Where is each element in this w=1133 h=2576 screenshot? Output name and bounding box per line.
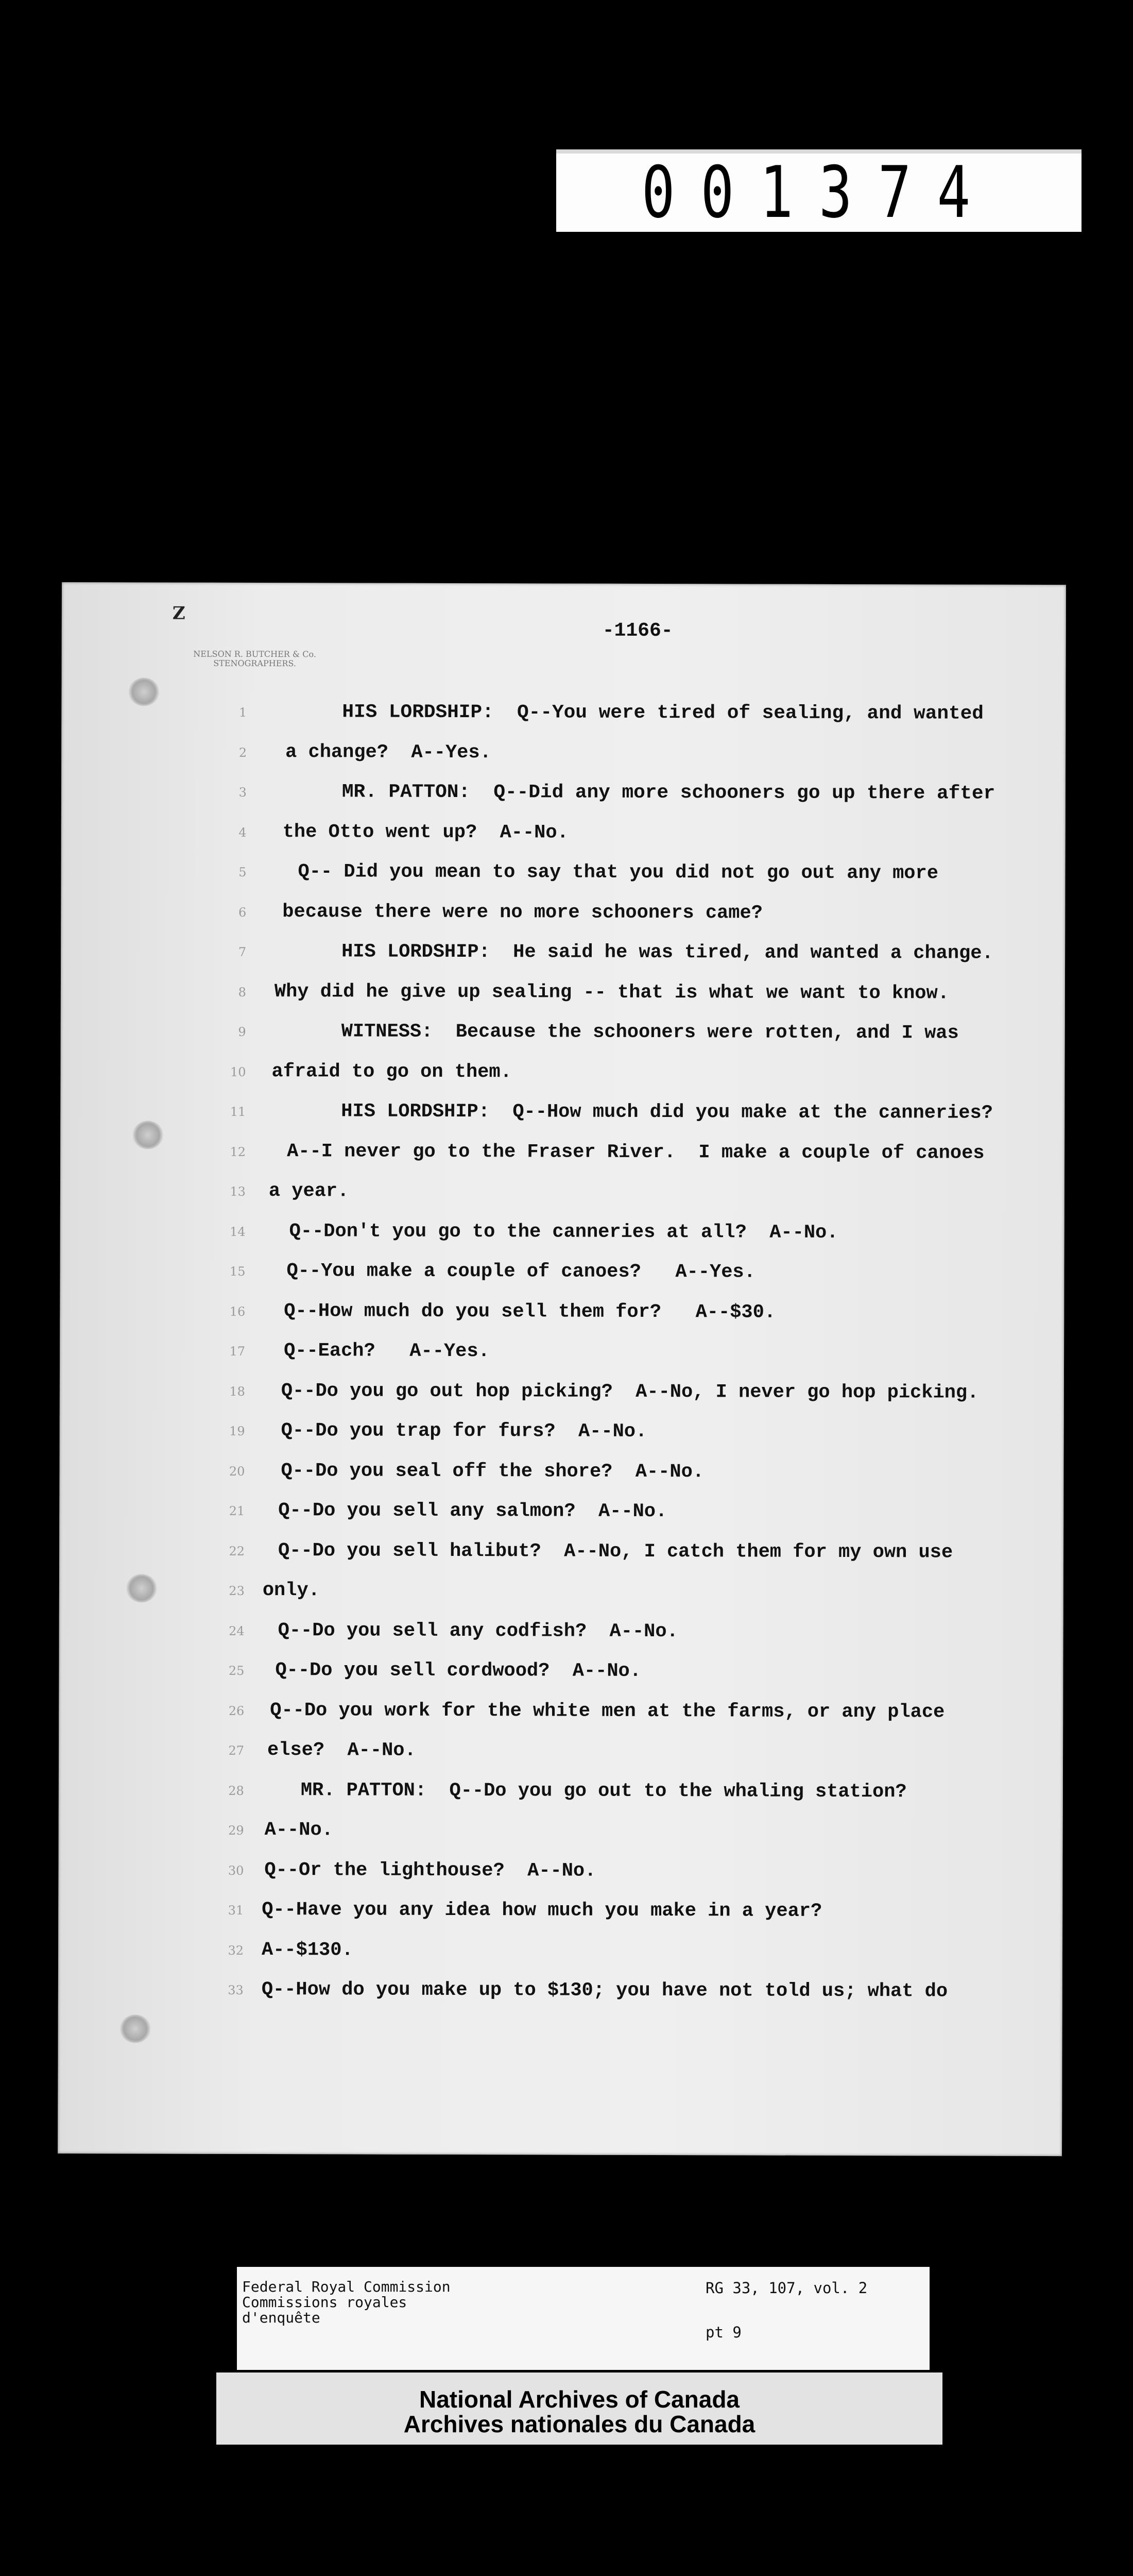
line-number: 13 bbox=[230, 1184, 246, 1199]
transcript-line: Why did he give up sealing -- that is what we want to know. bbox=[274, 980, 949, 1005]
frame-number: 001374 bbox=[641, 151, 997, 234]
line-number: 28 bbox=[228, 1783, 244, 1798]
transcript-line: Q-- Did you mean to say that you did not go out any more bbox=[298, 861, 938, 885]
line-number: 9 bbox=[238, 1024, 246, 1039]
transcript-line: HIS LORDSHIP: Q--You were tired of sealing, and wanted bbox=[342, 701, 984, 725]
collection-en: Federal Royal Commission bbox=[242, 2278, 451, 2295]
transcript-line: Q--Do you seal off the shore? A--No. bbox=[281, 1460, 705, 1483]
line-number: 20 bbox=[229, 1464, 245, 1479]
stenographers-title: STENOGRAPHERS. bbox=[213, 658, 296, 669]
line-number: 11 bbox=[230, 1104, 246, 1119]
line-number: 30 bbox=[228, 1863, 244, 1878]
line-number: 4 bbox=[238, 825, 247, 840]
line-number: 8 bbox=[238, 985, 246, 999]
transcript-line: a year. bbox=[268, 1180, 349, 1202]
transcript-line: Q--Do you sell cordwood? A--No. bbox=[275, 1659, 642, 1682]
part-number: pt 9 bbox=[706, 2324, 742, 2341]
page-number: -1166- bbox=[602, 619, 673, 642]
transcript-line: Q--Have you any idea how much you make in a year? bbox=[262, 1899, 822, 1922]
line-number: 25 bbox=[228, 1663, 245, 1678]
line-number: 16 bbox=[229, 1304, 246, 1319]
line-number: 31 bbox=[228, 1903, 244, 1918]
line-number: 10 bbox=[230, 1064, 246, 1079]
archives-name-en: National Archives of Canada bbox=[419, 2386, 740, 2413]
line-number: 2 bbox=[238, 745, 247, 760]
transcript-line: Q--Do you go out hop picking? A--No, I never go hop picking. bbox=[281, 1380, 979, 1404]
transcript-line: A--I never go to the Fraser River. I make a couple of canoes bbox=[287, 1140, 985, 1164]
line-number: 6 bbox=[238, 905, 247, 920]
archives-banner bbox=[216, 2372, 942, 2445]
line-number: 27 bbox=[228, 1743, 245, 1758]
transcript-line: Q--How do you make up to $130; you have not told us; what do bbox=[261, 1979, 948, 2003]
page-letter: Z bbox=[172, 603, 185, 624]
line-number: 26 bbox=[228, 1703, 245, 1718]
transcript-line: HIS LORDSHIP: Q--How much did you make at the canneries? bbox=[341, 1100, 993, 1124]
punch-hole bbox=[126, 1574, 157, 1602]
transcript-line: Q--How much do you sell them for? A--$30. bbox=[284, 1300, 776, 1324]
punch-hole bbox=[120, 2014, 151, 2043]
line-number: 17 bbox=[229, 1344, 246, 1359]
line-number: 1 bbox=[239, 705, 247, 720]
transcript-line: Q--Each? A--Yes. bbox=[284, 1340, 490, 1363]
transcript-line: HIS LORDSHIP: He said he was tired, and wanted a change. bbox=[341, 941, 993, 964]
document-page bbox=[58, 582, 1066, 2156]
stenographers-name: NELSON R. BUTCHER & Co. bbox=[193, 649, 316, 659]
punch-hole bbox=[132, 1121, 163, 1149]
transcript-line: Q--You make a couple of canoes? A--Yes. bbox=[286, 1260, 756, 1283]
transcript-line: Q--Do you trap for furs? A--No. bbox=[281, 1420, 647, 1443]
line-number: 33 bbox=[228, 1982, 244, 1997]
archive-label bbox=[237, 2267, 930, 2370]
archives-name-fr: Archives nationales du Canada bbox=[403, 2411, 756, 2437]
line-number: 24 bbox=[229, 1623, 245, 1638]
line-number: 14 bbox=[230, 1224, 246, 1239]
transcript-line: MR. PATTON: Q--Do you go out to the whaling station? bbox=[300, 1779, 907, 1803]
collection-fr-line2: d'enquête bbox=[242, 2309, 320, 2326]
transcript-line: Q--Do you sell any codfish? A--No. bbox=[278, 1619, 678, 1642]
transcript-line: because there were no more schooners came? bbox=[282, 901, 763, 924]
transcript-line: afraid to go on them. bbox=[271, 1060, 512, 1083]
punch-hole bbox=[128, 677, 159, 706]
stenographers-stamp bbox=[147, 649, 363, 668]
transcript-line: a change? A--Yes. bbox=[285, 741, 491, 764]
line-number: 15 bbox=[229, 1264, 246, 1279]
transcript-line: the Otto went up? A--No. bbox=[282, 821, 569, 844]
reference-block bbox=[706, 2279, 868, 2341]
line-number: 19 bbox=[229, 1423, 245, 1438]
line-number: 5 bbox=[238, 865, 247, 879]
line-number: 7 bbox=[238, 944, 247, 959]
collection-name bbox=[242, 2279, 451, 2326]
line-number: 22 bbox=[229, 1544, 245, 1558]
line-number: 18 bbox=[229, 1384, 245, 1399]
transcript-line: A--$130. bbox=[261, 1939, 353, 1961]
transcript-line: Q--Do you sell any salmon? A--No. bbox=[278, 1500, 667, 1523]
transcript-line: Q--Don't you go to the canneries at all? A--No. bbox=[289, 1220, 838, 1244]
line-number: 12 bbox=[230, 1144, 246, 1159]
line-number: 21 bbox=[229, 1503, 245, 1518]
frame-number-plate bbox=[556, 149, 1082, 232]
line-number: 32 bbox=[228, 1943, 244, 1958]
collection-fr-line1: Commissions royales bbox=[242, 2294, 407, 2311]
transcript-line: else? A--No. bbox=[267, 1739, 416, 1761]
line-number: 29 bbox=[228, 1823, 244, 1838]
transcript-line: A--No. bbox=[264, 1819, 333, 1841]
transcript-line: WITNESS: Because the schooners were rotten, and I was bbox=[341, 1021, 959, 1044]
transcript-line: MR. PATTON: Q--Did any more schooners go up there after bbox=[341, 781, 995, 805]
line-number: 23 bbox=[229, 1583, 245, 1598]
transcript-line: Q--Do you sell halibut? A--No, I catch them for my own use bbox=[278, 1539, 953, 1564]
reference-number: RG 33, 107, vol. 2 bbox=[706, 2279, 868, 2297]
transcript-line: Q--Or the lighthouse? A--No. bbox=[264, 1859, 596, 1882]
transcript-line: Q--Do you work for the white men at the farms, or any place bbox=[270, 1699, 945, 1723]
transcript-line: only. bbox=[262, 1580, 320, 1602]
line-number: 3 bbox=[238, 785, 247, 800]
